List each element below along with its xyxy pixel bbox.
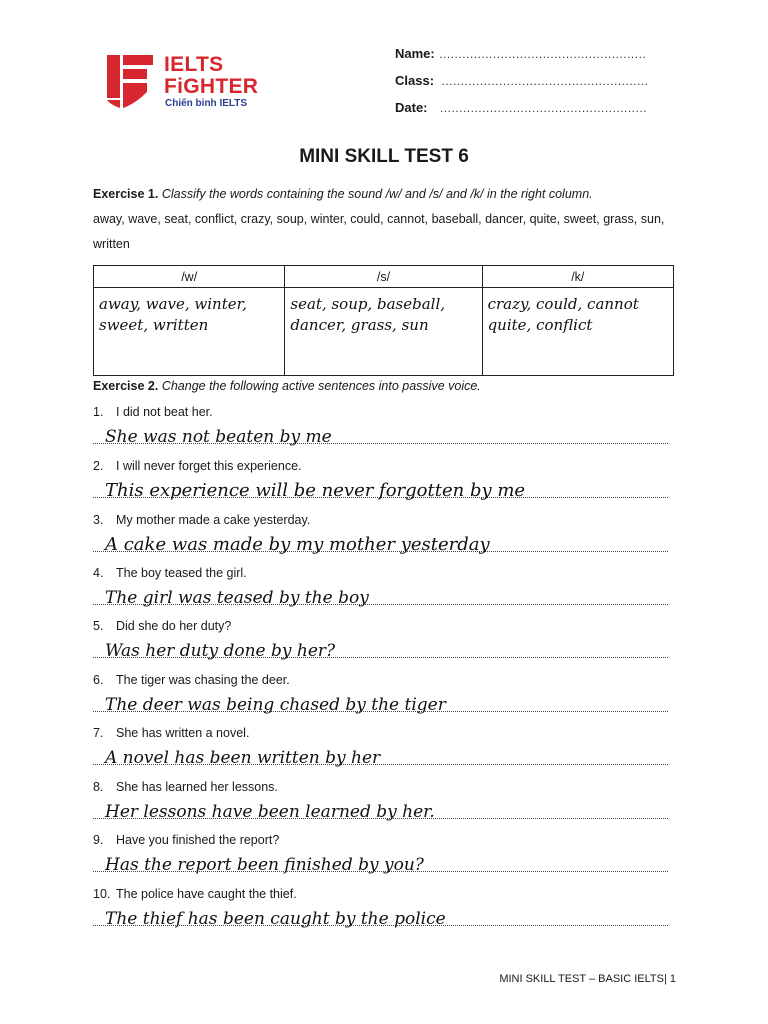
exercise1-heading (93, 186, 593, 202)
question-number: 9. (93, 833, 104, 847)
answer-line-1[interactable] (93, 426, 668, 448)
handwritten-answer: This experience will be never forgotten by me (105, 480, 526, 501)
answer-cell-w[interactable] (94, 288, 285, 376)
logo-subtitle: Chiến binh IELTS (165, 98, 248, 109)
handwritten-answer: Her lessons have been learned by her. (105, 802, 435, 822)
name-label: Name: (395, 46, 435, 61)
question-7 (93, 726, 249, 740)
handwritten-answer-k: crazy, could, cannot quite, conflict (487, 295, 639, 334)
class-field (395, 72, 649, 90)
question-sentence: The boy teased the girl. (116, 566, 247, 580)
answer-line-8[interactable] (93, 801, 668, 823)
question-9 (93, 833, 279, 847)
question-number: 4. (93, 566, 104, 580)
exercise1-instruction: Classify the words containing the sound /w/ and /s/ and /k/ in the right column. (161, 187, 593, 201)
question-sentence: The tiger was chasing the deer. (116, 673, 290, 687)
question-sentence: Have you finished the report? (116, 833, 280, 847)
column-k: /k/ (482, 266, 673, 288)
logo-mark-icon (107, 52, 159, 110)
question-number: 8. (93, 780, 104, 794)
question-4 (93, 566, 247, 580)
class-label: Class: (395, 73, 435, 88)
column-s: /s/ (285, 266, 482, 288)
answer-line-7[interactable] (93, 747, 668, 769)
table-answer-row (94, 288, 674, 376)
question-sentence: My mother made a cake yesterday. (116, 513, 311, 527)
name-field (395, 45, 646, 63)
question-8 (93, 780, 278, 794)
question-sentence: I will never forget this experience. (116, 459, 302, 473)
question-number: 6. (93, 673, 104, 687)
handwritten-answer: The deer was being chased by the tiger (105, 695, 446, 715)
exercise2-label: Exercise 2. (93, 379, 159, 393)
logo-line-1: IELTS (164, 53, 224, 76)
answer-cell-k[interactable] (482, 288, 673, 376)
question-number: 1. (93, 405, 104, 419)
table-header-row (94, 266, 674, 288)
question-5 (93, 619, 231, 633)
handwritten-answer-s: seat, soup, baseball, dancer, grass, sun (290, 295, 446, 334)
exercise2-heading (93, 378, 481, 394)
question-number: 3. (93, 513, 104, 527)
name-dots: ...................................................... (439, 47, 647, 61)
exercise1-word-list: away, wave, seat, conflict, crazy, soup, winter, could, cannot, baseball, dancer, quite, sweet, grass, sun, written (93, 212, 665, 251)
question-2 (93, 459, 302, 473)
question-sentence: She has written a novel. (116, 726, 250, 740)
page-title: MINI SKILL TEST 6 (299, 146, 469, 167)
page-footer: MINI SKILL TEST – BASIC IELTS| 1 (499, 973, 676, 985)
answer-line-5[interactable] (93, 640, 668, 662)
date-label: Date: (395, 100, 428, 115)
question-number: 2. (93, 459, 104, 473)
handwritten-answer: Was her duty done by her? (105, 641, 336, 661)
question-3 (93, 513, 310, 527)
exercise2-instruction: Change the following active sentences into passive voice. (161, 379, 481, 393)
question-sentence: Did she do her duty? (116, 619, 232, 633)
answer-line-4[interactable] (93, 587, 668, 609)
class-dots: ...................................................... (441, 74, 649, 88)
question-number: 10. (93, 887, 111, 901)
answer-cell-s[interactable] (285, 288, 482, 376)
handwritten-answer: The girl was teased by the boy (105, 588, 369, 608)
question-sentence: The police have caught the thief. (116, 887, 297, 901)
question-10 (93, 887, 297, 901)
answer-line-10[interactable] (93, 908, 668, 930)
date-field (395, 99, 647, 117)
answer-line-6[interactable] (93, 694, 668, 716)
column-w: /w/ (94, 266, 285, 288)
handwritten-answer: The thief has been caught by the police (105, 909, 446, 929)
handwritten-answer: A cake was made by my mother yesterday (105, 534, 490, 555)
question-sentence: I did not beat her. (116, 405, 213, 419)
exercise1-label: Exercise 1. (93, 187, 159, 201)
logo-text (164, 54, 258, 98)
question-sentence: She has learned her lessons. (116, 780, 278, 794)
logo-line-2: FiGHTER (164, 75, 259, 98)
question-number: 5. (93, 619, 104, 633)
handwritten-answer: Has the report been finished by you? (105, 855, 424, 875)
date-dots: ...................................................... (439, 101, 648, 115)
question-1 (93, 405, 213, 419)
handwritten-answer: She was not beaten by me (105, 427, 332, 447)
question-number: 7. (93, 726, 104, 740)
handwritten-answer: A novel has been written by her (105, 748, 381, 768)
answer-line-2[interactable] (93, 480, 668, 502)
logo (107, 52, 287, 112)
handwritten-answer-w: away, wave, winter, sweet, written (99, 295, 247, 334)
answer-line-9[interactable] (93, 854, 668, 876)
answer-line-3[interactable] (93, 534, 668, 556)
classification-table (93, 265, 674, 376)
question-6 (93, 673, 290, 687)
